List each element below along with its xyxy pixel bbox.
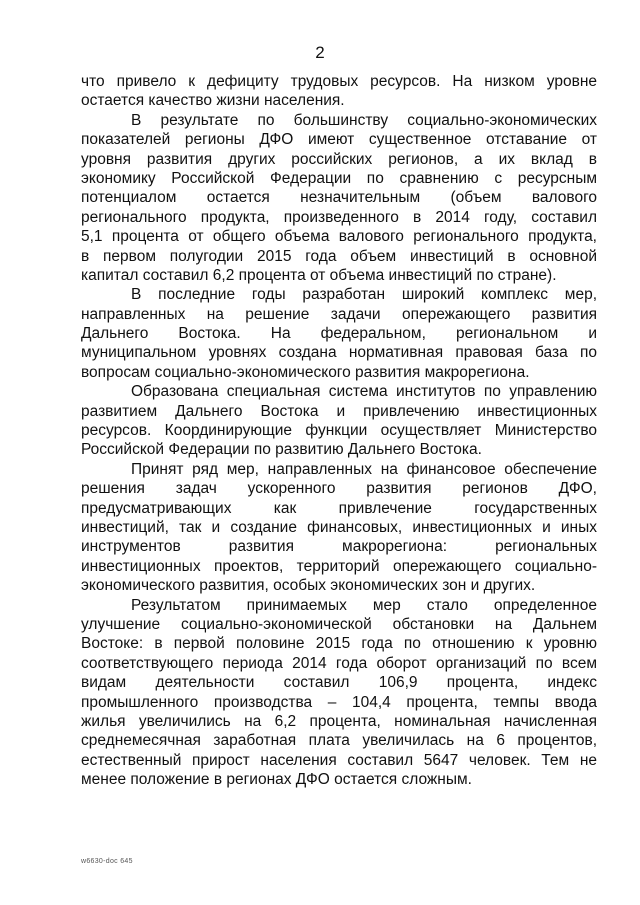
text-line: показателей регионы ДФО имеют существенное отставание от: [81, 131, 597, 149]
text-line: инвестиционных проектов, территорий опережающего социально-: [81, 557, 597, 575]
text-line: В последние годы разработан широкий комплекс мер,: [131, 286, 597, 304]
document-body: [81, 72, 597, 789]
text-line: Дальнего Востока. На федеральном, региональном и: [81, 325, 597, 343]
footer-doc-code: w6630-doc 645: [81, 858, 133, 865]
text-line: Востоке: в первой половине 2015 года по отношению к уровню: [81, 635, 597, 653]
text-line: ресурсов. Координирующие функции осуществляет Министерство: [81, 422, 597, 440]
text-line: соответствующего периода 2014 года оборот организаций по всем: [81, 654, 597, 672]
text-line: Результатом принимаемых мер стало определенное: [131, 596, 597, 614]
text-line: вопросам социально-экономического развития макрорегиона.: [81, 363, 530, 381]
text-line: в первом полугодии 2015 года объем инвестиций в основной: [81, 247, 597, 265]
text-line: Российской Федерации по развитию Дальнего Востока.: [81, 441, 482, 459]
text-line: инструментов развития макрорегиона: региональных: [81, 538, 597, 556]
text-line: капитал составил 6,2 процента от объема инвестиций по стране).: [81, 266, 557, 284]
text-line: экономику Российской Федерации по сравнению с ресурсным: [81, 169, 597, 187]
text-line: регионального продукта, произведенного в 2014 году, составил: [81, 208, 597, 226]
text-line: инвестиций, так и создание финансовых, инвестиционных и иных: [81, 518, 597, 536]
text-line: видам деятельности составил 106,9 процента, индекс: [81, 674, 597, 692]
text-line: муниципальном уровнях создана нормативная правовая база по: [81, 344, 597, 362]
text-line: предусматривающих как привлечение государственных: [81, 499, 597, 517]
text-line: 5,1 процента от общего объема валового регионального продукта,: [81, 228, 597, 246]
text-line: менее положение в регионах ДФО остается сложным.: [81, 771, 472, 789]
text-line: жилья увеличились на 6,2 процента, номинальная начисленная: [81, 712, 597, 730]
text-line: улучшение социально-экономической обстановки на Дальнем: [81, 615, 597, 633]
text-line: решения задач ускоренного развития регионов ДФО,: [81, 480, 597, 498]
text-line: В результате по большинству социально-экономических: [131, 111, 597, 129]
text-line: естественный прирост населения составил 5647 человек. Тем не: [81, 751, 597, 769]
text-line: промышленного производства – 104,4 процента, темпы ввода: [81, 693, 597, 711]
page-number: 2: [315, 43, 325, 62]
text-line: Принят ряд мер, направленных на финансовое обеспечение: [131, 460, 597, 478]
text-line: уровня развития других российских регионов, а их вклад в: [81, 150, 597, 168]
text-line: потенциалом остается незначительным (объем валового: [81, 189, 597, 207]
text-line: Образована специальная система институтов по управлению: [131, 383, 597, 401]
text-line: экономического развития, особых экономических зон и других.: [81, 577, 536, 595]
text-line: развитием Дальнего Востока и привлечению инвестиционных: [81, 402, 597, 420]
text-line: что привело к дефициту трудовых ресурсов. На низком уровне: [81, 73, 597, 90]
text-line: среднемесячная заработная плата увеличилась на 6 процентов,: [81, 732, 597, 750]
text-line: направленных на решение задачи опережающего развития: [81, 305, 597, 323]
text-line: остается качество жизни населения.: [81, 92, 345, 110]
